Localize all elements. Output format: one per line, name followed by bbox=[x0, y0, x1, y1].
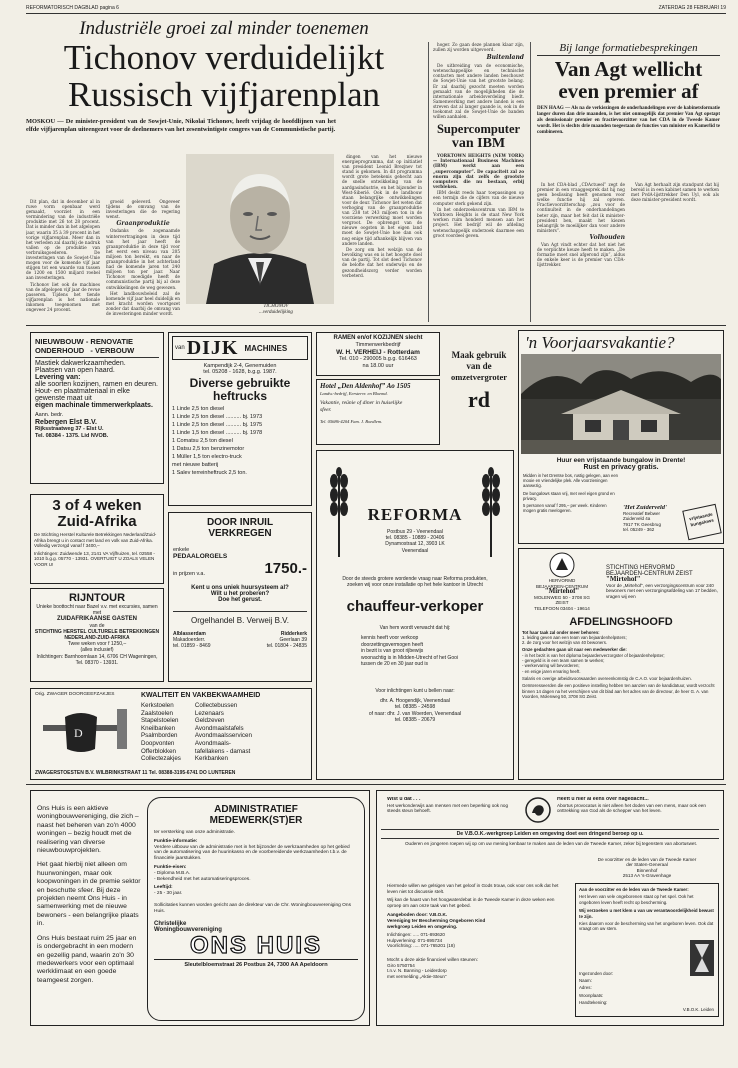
onshuis-p3: Sollicitaties kunnen worden gericht aan de direkteur van de Chr. Woningbouwvereniging Ons Huis. bbox=[154, 902, 351, 914]
mirtehof-item2: - geregeld is in een team samen te werken; bbox=[522, 658, 605, 664]
vbok-p4: Mocht u deze aktie financieel willen steunen: bbox=[387, 956, 478, 962]
vandijk-title-2: heftrucks bbox=[212, 389, 268, 403]
zwager-item: Avondmaals- bbox=[194, 739, 231, 747]
svg-text:D: D bbox=[74, 726, 83, 740]
onshuis-left-text bbox=[37, 805, 141, 985]
zwager-item: Avondmaalstafels bbox=[194, 724, 244, 732]
vbok-box-4: Kies daarom voor de bescherming van het ongeboren leven. Ook dat vraagt om uw stem. bbox=[579, 921, 714, 932]
onshuis-left-p3: Ons Huis bestaat ruim 25 jaar en is ondergebracht in een modern en gezellig pand, waarin zo'n 30 medewerkers voor een optimaal werkklimaat en een goede teamgeest zorgen. bbox=[37, 934, 137, 984]
orgel-a3: tel. 01859 - 8469 bbox=[173, 643, 211, 649]
vbok-p1: Ouderen en jongeren roepen wij op om uw mening kenbaar te maken aan de leden van de Tweede Kamer, zeker bij tegenstem van abortuswet. bbox=[404, 841, 698, 846]
vanagt-p3: Van Agt herhaalt zijn standpunt dat hij bereid is in een kabinet samen te werken met PvdA-lijsttrekker Den Uyl, ook als deze minister-president wordt. bbox=[631, 182, 719, 203]
onshuis-s1: Funktie-informatie: bbox=[154, 838, 198, 844]
divider-top bbox=[26, 325, 726, 326]
ad-reforma bbox=[316, 450, 514, 780]
reforma-addr-4: Veenendaal bbox=[401, 547, 429, 554]
mirtehof-l1: HERVORMD bbox=[548, 578, 576, 583]
orgel-a2: Makadoerderr. bbox=[173, 637, 206, 643]
photo-caption-name: TICHONOV bbox=[263, 304, 289, 309]
vbok-logo-icon bbox=[525, 797, 551, 823]
zwager-item: Psalmborden bbox=[141, 732, 178, 740]
onshuis-p1: Verdere uitbouw van de administratie met in het bijzonder de werkzaamheden op het gebied van de automatisering van de huurinkasso en de voorbereidende werkzaamheden t.b.v. de financiële jaarstukken. bbox=[154, 844, 350, 862]
photo-caption bbox=[226, 304, 326, 316]
onshuis-right bbox=[147, 797, 365, 1021]
onshuis-s2: Funktie-eisen: bbox=[154, 864, 187, 870]
mirtehof-item2: - werkervaring wil bevorderen; bbox=[522, 663, 580, 669]
reforma-addr-1: Postbus 29 - Veenendaal bbox=[387, 529, 443, 535]
vandijk-item: 1 Müller 1,5 ton electro-truck bbox=[172, 454, 242, 460]
vandijk-item: met nieuwe batterij bbox=[172, 462, 219, 468]
reforma-req: tussen de 20 en 30 jaar oud is bbox=[361, 661, 428, 668]
bungalow-photo bbox=[521, 354, 721, 454]
lead-title-1: Tichonov verduidelijkt bbox=[63, 38, 385, 77]
voorjaar-addr-2: Zuiderveld 4a bbox=[623, 516, 651, 522]
lead-kicker: Industriële groei zal minder toenemen bbox=[79, 18, 369, 39]
lead-col-1 bbox=[26, 199, 100, 319]
rebergen-firm-4: Tel. 08384 - 1375. Lid NVOB. bbox=[35, 433, 109, 439]
collection-bag-icon bbox=[37, 701, 133, 757]
mirtehof-r4: Voor de „Mirtehof”, een verzorgingscentrum voor 240 bewoners met een verzorgingsafdeling van 17 bedden, vragen wij een bbox=[606, 582, 718, 599]
hotel-tel: Tel. 05686-4204 Fam. J. Boedlem. bbox=[320, 419, 383, 424]
ad-rebergen bbox=[30, 332, 164, 484]
wheat-left-icon bbox=[327, 467, 351, 557]
onshuis-age: - 25 - 30 jaar. bbox=[154, 891, 183, 897]
vbok-g3: met vermelding „Aktie-Steun” bbox=[387, 973, 447, 979]
verheij-l1: RAMEN en/of KOZIJNEN slecht bbox=[333, 335, 423, 341]
zwager-foot: ZWAGERSTOESTEN B.V. WILBRINKSTRAAT 11 Tel. 08388-3195-6741 DO LUNTEREN bbox=[35, 770, 236, 776]
omzet-l1: Maak gebruik bbox=[451, 350, 507, 360]
reforma-req: in bezit is van groot rijbewijs bbox=[361, 648, 424, 655]
orgel-b3: tel. 01804 - 24835 bbox=[266, 643, 307, 649]
reforma-c3: of naar: dhr. J. van Woerden, Veenendaal bbox=[368, 710, 462, 717]
vbok-f1: Ingezonden door: bbox=[579, 971, 614, 976]
voorjaar-head-1: Huur een vrijstaande bungalow in Drente! bbox=[556, 457, 686, 464]
vanagt-col-1 bbox=[537, 182, 625, 322]
rebergen-firm-1: Aann. bedr. bbox=[35, 412, 64, 418]
lead-article bbox=[26, 16, 422, 322]
buitenland-sub: Buitenland bbox=[486, 54, 524, 62]
voorjaar-p3: 5 personen vanaf f 295,– per week. Kinderen mogen gratis meelogeren. bbox=[523, 503, 607, 514]
onshuis-title-1: ADMINISTRATIEF bbox=[214, 804, 298, 815]
orgel-b2: Geerlaan 39 bbox=[279, 637, 307, 643]
vbok-s3: werkgroep Leiden en omgeving. bbox=[387, 923, 458, 929]
orgel-l8: Doe het gerust. bbox=[218, 597, 262, 603]
lead-col1-p2: Tichonov liet ook de machines van de afgelopen vijf jaar de revue passeren. Tijdens het tiende vijfjarenplan is het nationale inkomen toegenomen met ongeveer 24 procent. bbox=[26, 282, 100, 313]
rebergen-b1: Mastiek dakwerkzaamheden. bbox=[35, 360, 126, 367]
ibm-p3: In het onderzoekscentrum van IBM te Yorktown Heights is de staat New York werken ruim honderd mensen aan het project. Het bedrijf wil de afdeling wetenschappelijk onderzoek daarmee een groot voordeel geven. bbox=[433, 207, 524, 238]
ibm-byline: YORKTOWN HEIGHTS (NEW YORK) — Internationaal Business Machines (IBM) werkt aan een „supercomputer”. De capaciteit zal zo enorm zijn dat zelfs de grootste computers die nu bestaan, erbij verbleken. bbox=[433, 153, 524, 189]
zwager-item: Kneilbanken bbox=[141, 724, 176, 732]
vbok-head: De V.B.O.K.-werkgroep Leiden en omgeving doet een dringend beroep op u. bbox=[381, 829, 719, 839]
voorjaar-title: 'n Voorjaarsvakantie? bbox=[525, 333, 675, 352]
vanagt-article bbox=[530, 42, 720, 322]
zuidafrika-p1: De Stichting Herstel Kulturele Betrekkingen Nederland/Zuid-Afrika brengt u in contact met land en volk van Zuid-Afrika. Volledig verzorgd vanaf f 3400,– bbox=[34, 532, 157, 549]
zwager-item: Doopvonten bbox=[141, 739, 175, 747]
zwager-item: Collectezakjes bbox=[141, 755, 181, 763]
right-intro: hoger. Zo gaan deze plannen klaar zijn, zullen zij worden uitgevoerd. bbox=[433, 42, 524, 53]
mirtehof-l6: TELEFOON 03404 - 19614 bbox=[534, 605, 590, 611]
voorjaar-addr-3: 7917 TK Geesbrug bbox=[623, 521, 661, 527]
vbok-addr-1: De voorzitter en de leden van de Tweede Kamer bbox=[597, 857, 697, 862]
mirtehof-p4: Geïnteresseerden die een positieve instelling hebben ten aanzien van de kandidatuur, wordt verzocht binnen 14 dagen na het verschijnen van dit blad aan het adres van de directeur, de heer G. A. van Voorden, Molenweg 50, 3708 SG Zeist. bbox=[522, 683, 715, 699]
header-left: REFORMATORISCH DAGBLAD pagina 6 bbox=[26, 5, 119, 11]
rebergen-b6: eigen machinale timmerwerkplaats. bbox=[35, 402, 153, 409]
vandijk-item: 1 Linde 1,5 ton diesel .......... bj. 1978 bbox=[172, 430, 263, 436]
voorjaar-addr-1: Recreatief Bebwer bbox=[623, 510, 661, 516]
vbok-r2: Abortus provocatus is niet alleen het doden van een mens, maar ook een onttrekking van God als de schepper van het leven. bbox=[557, 802, 706, 814]
orgel-a1: Alblasserdam bbox=[173, 631, 206, 637]
vbok-f3: Adres: bbox=[579, 985, 592, 991]
ad-zuidafrika bbox=[30, 494, 164, 584]
lead-col2-sub: Graanproduktie bbox=[116, 220, 170, 228]
ad-onshuis bbox=[30, 790, 370, 1026]
reforma-req: kennis heeft voor verkoop bbox=[361, 635, 419, 642]
vbok-p2: Hiermede willen we gelsigen van het geloof in Gods trouw, ook voor ons volk dat het leven niet tot discussie stelt. bbox=[387, 883, 559, 894]
vbok-t1: Inlichtingen: ..... 071-893620 bbox=[387, 932, 445, 938]
reforma-req: woonachtig is in Midden-Utrecht of het Gooi bbox=[361, 654, 458, 661]
vandijk-item: 1 Linde 2,5 ton diesel .......... bj. 1973 bbox=[172, 414, 263, 420]
supercomputer-title-1: Supercomputer bbox=[436, 122, 521, 137]
vbok-f5: Handtekening: bbox=[579, 999, 608, 1005]
lead-col2-p2: Ondanks de zogenaamde wintervertragingen in deze tijd van het jaar heeft de graanproduktie in deze tijd voor het eerst een niveau van 205 miljoen ton bereikt, en naar de graanproduktie in het achterland had de komende jaren tot 240 miljoen ton per jaar. Naar Tichonov moedigde heeft de communistische partij bij al deze ontwikkelingen de weg gewezen. bbox=[106, 228, 180, 290]
ad-vandijk bbox=[168, 332, 312, 506]
reforma-title: REFORMA bbox=[367, 505, 463, 524]
rijntour-l3: van de bbox=[89, 622, 105, 629]
photo-caption-sub: ...verduidelijking bbox=[259, 310, 293, 315]
orgel-l3: enkele bbox=[173, 547, 190, 553]
vbok-box-2: Het leven van vele ongeborenen staat op het spel. Ook het ongeboren leven heeft recht op bescherming. bbox=[579, 894, 694, 905]
vandijk-addr-1: Kampendijk 2-4, Genemuiden bbox=[203, 363, 277, 369]
hotel-name: Hotel „Den Aldenhof” Ao 1505 bbox=[320, 382, 411, 390]
rijntour-l5: Twee weken voor f 1250,– bbox=[67, 641, 127, 648]
wheat-right-icon bbox=[479, 467, 503, 557]
onshuis-logo: ONS HUIS bbox=[189, 931, 322, 959]
voorjaar-addr-4: tel. 05249 - 362 bbox=[623, 527, 655, 533]
mirtehof-r2: BEJAARDEN-CENTRUM ZEIST bbox=[606, 570, 693, 577]
hotel-l2: sfeer. bbox=[320, 407, 332, 413]
vbok-l1: Wist u dat . . . bbox=[387, 797, 421, 802]
vbok-t2: Hulpverlening: 071-895734 bbox=[387, 937, 443, 943]
vbok-addr-2: der Staten-Generaal bbox=[626, 862, 668, 868]
mirtehof-l2: BEJAARDEN-CENTRUM bbox=[535, 583, 589, 589]
voorjaar-p2: De bungalows staan vrij, met veel eigen grond en privacy. bbox=[523, 490, 615, 501]
zwager-col-2 bbox=[195, 702, 252, 763]
rijntour-l7: Inlichtingen: Barnhoornlaan 14, 6706 CH Wageningen, Tel. 08370 - 13931. bbox=[36, 653, 158, 666]
vandijk-item: 1 Datsu 2,5 ton benzinemotor bbox=[172, 446, 245, 452]
divider-bottom bbox=[26, 784, 726, 785]
ad-zwager bbox=[30, 688, 312, 780]
mirtehof-r1: STICHTING HERVORMD bbox=[606, 565, 675, 571]
verheij-l2: Timmerwerkbedrijf bbox=[355, 342, 401, 348]
onshuis-left-p1: Ons Huis is een aktieve woningbouwvereniging, die zich – naast het beheren van zo'n 4000 woningen – bezig houdt met de realisering van diverse nieuwbouwprojekten. bbox=[37, 805, 139, 855]
verheij-l4: Tel. 010 - 290005 b.g.g. 616463 bbox=[339, 356, 417, 362]
volhouden-sub: Volhouden bbox=[589, 233, 625, 241]
orgel-firm: Orgelhandel B. Verweij B.V. bbox=[173, 611, 307, 625]
rebergen-firm-3: Rijksstraatweg 37 - Elst U. bbox=[35, 426, 104, 432]
omzet-l3: omzetvergroter bbox=[451, 372, 507, 382]
vandijk-logo bbox=[172, 336, 308, 360]
zwager-item: Avondmaalsservicen bbox=[194, 732, 252, 740]
ad-hotel bbox=[316, 379, 440, 445]
omzet-l2: van de bbox=[466, 361, 492, 371]
rijntour-l1: Unieke boottocht naar Bazel v.v. met excursies, samen met bbox=[36, 604, 158, 617]
mirtehof-l4: MOLENWEG 50 - 3708 SG bbox=[534, 594, 590, 600]
zwager-item: Lezenaars bbox=[194, 709, 224, 717]
onshuis-s3: Leeftijd: bbox=[154, 885, 173, 891]
reforma-p1: Van hem wordt verwacht dat hij: bbox=[379, 625, 451, 632]
rijntour-l6: (alles inclusief) bbox=[80, 647, 114, 654]
vbok-f2: Naam: bbox=[579, 978, 592, 984]
verheij-l5: na 18.00 uur bbox=[362, 363, 394, 369]
rebergen-line-2: ONDERHOUD - VERBOUW bbox=[35, 346, 159, 358]
reforma-c4: tel. 08385 - 20679 bbox=[394, 717, 436, 724]
page-header bbox=[26, 4, 726, 14]
vanagt-col-2 bbox=[631, 182, 719, 322]
mirtehof-item2: - in het bezit is van het diploma bejaardenverzorgster of bejaardenhelpster; bbox=[522, 652, 665, 658]
vandijk-logo-dijk: DIJK bbox=[186, 336, 239, 359]
vbok-box-3: Wij verzoeken u met klem u van uw verantwoordelijkheid bewust te zijn. bbox=[579, 908, 714, 919]
zuidafrika-title-1: 3 of 4 weken bbox=[52, 497, 142, 514]
onshuis-p0: ter versterking van onze administratie. bbox=[154, 830, 236, 835]
reforma-addr-3: Dynamostraat 12, 3903 LK bbox=[385, 541, 445, 548]
hotel-addr: Landw.-bedrijf, Eerstervr. en Bloemd. bbox=[320, 391, 388, 396]
mirtehof-r3: "Mirtehof" bbox=[606, 575, 641, 584]
verheij-l3: W. H. VERHEIJ - Rotterdam bbox=[336, 349, 420, 356]
zwager-title: KWALITEIT EN VAKBEKWAAMHEID bbox=[141, 692, 261, 699]
orgel-b1: Ridderkerk bbox=[280, 631, 307, 637]
rebergen-b2: Plaatsen van open haard. bbox=[35, 367, 115, 374]
onshuis-left-p2: Het gaat hierbij niet alleen om huurwoningen, maar ook koopwoningen in de premie sektor en beschutte sfeer. Bij deze projekten neemt Ons Huis - in samenwerking met de nieuwe bewoners - een belangrijke plaats in. bbox=[37, 861, 141, 928]
onshuis-brand-1: Christelijke bbox=[154, 920, 187, 927]
vandijk-title-1: Diverse gebruikte bbox=[189, 376, 291, 390]
vbok-addr-4: 2513 AA 's-Gravenhage bbox=[622, 873, 672, 879]
zuidafrika-p2: Inlichtingen: Zuidwende 13, 2141 VA Vijfhuizen, tel. 02558 - 1010 b.g.g. 05770 - 13931. OVERTUIGT U ZOALS VELEN VOOR U! bbox=[34, 550, 155, 567]
lead-title-2: Russisch vijfjarenplan bbox=[67, 75, 381, 114]
zwager-head: Orig. ZWAGER DOORGEEFZAKJES bbox=[35, 692, 115, 697]
vbok-s2: Vereniging ter Bescherming Ongeboren Kind bbox=[387, 917, 486, 923]
reforma-addr-2: tel. 08385 - 10889 - 20406 bbox=[385, 535, 445, 542]
vbok-addr-3: Binnenhof bbox=[636, 867, 658, 873]
hourglass-icon bbox=[690, 940, 714, 976]
zuidafrika-title-2: Zuid-Afrika bbox=[57, 513, 137, 530]
tichonov-photo bbox=[186, 154, 334, 304]
vbok-box-1: Aan de voorzitter en de leden van de Tweede Kamer: bbox=[579, 887, 689, 892]
ad-rijntour bbox=[30, 588, 164, 682]
lead-col4-p1: dingen van het nieuwe energieprogramma, dat op initiatief van president Leonid Brezjnev tot stand is gekomen. In dit programma wordt grote betekenis gehecht aan de snelle ontwikkeling van de aardgasindustrie, en het bijzonder in West-Siberië. Ook in de landbouw staan belangrijke ontwikkelingen voor de deur. Tichonov liet weten dat verhoging van de graanproduktie van 238 tot 243 miljoen ton in de voorziene verwerking moet worden vergroot. De opbrengst van de nieuwe oogsten in het eigen land moet de Sowjet-Unie hoe dan ook nog enige tijd afhankelijk blijven van andere landen. bbox=[342, 154, 422, 246]
reforma-intro: Door de steeds grotere wordende vraag naar Reforma produkten, zoeken wij voor onze installatie op het hele kantoor in Utrecht bbox=[342, 575, 488, 589]
ad-mirtehof bbox=[518, 548, 724, 780]
mirtehof-l5: ZEIST bbox=[555, 600, 569, 606]
vandijk-item: 1 Linde 2,5 ton diesel .......... bj. 1975 bbox=[172, 422, 263, 428]
voorjaar-p1: Midden in het Drentse bos, rustig gelegen, aan een mooie en vriendelijke plek. Alle voorzieningen aanwezig. bbox=[523, 473, 618, 489]
orgel-l4: PEDAALORGELS bbox=[173, 553, 228, 560]
mirtehof-item: 2. de zorg voor het welzijn van 40 bewoners. bbox=[522, 640, 608, 646]
orgel-l5: in prijzen v.a. bbox=[173, 571, 205, 577]
onshuis-e2: - Bekendheid met het automatiseringsproces. bbox=[154, 876, 251, 882]
middle-column bbox=[428, 42, 524, 322]
vandijk-logo-machines: MACHINES bbox=[244, 343, 288, 353]
zwager-item: Zaalstoelen bbox=[141, 709, 173, 717]
rebergen-b4: alle soorten kozijnen, ramen en deuren. bbox=[35, 381, 158, 388]
orgel-price: 1750.- bbox=[264, 560, 307, 577]
rijntour-l4: STICHTING HERSTEL CULTURELE BETREKKINGEN NEDERLAND-ZUID-AFRIKA bbox=[34, 628, 160, 642]
ad-vbok bbox=[376, 790, 724, 1026]
supercomputer-title-2: van IBM bbox=[451, 136, 506, 152]
vbok-g1: Giro 5750754 bbox=[387, 962, 415, 968]
rebergen-b5: Hout- en plaatmateriaal in elke gewenste maat uit bbox=[35, 388, 130, 402]
voorjaar-stamp: vrijstaande bungalows bbox=[682, 504, 721, 540]
zwager-col-1 bbox=[141, 702, 181, 763]
header-right: ZATERDAG 28 FEBRUARI 19 bbox=[658, 5, 726, 11]
ad-verheij bbox=[316, 332, 440, 376]
vandijk-item: 1 Salev terreinheftruck 2,5 ton. bbox=[172, 470, 247, 476]
onshuis-title-2: MEDEWERK(ST)ER bbox=[209, 815, 303, 826]
mirtehof-p2: Onze gedachten gaan uit naar een medewerker die: bbox=[522, 647, 627, 653]
vanagt-p1: In het CDA-blad „CDActueel” zegt de premier in een vraaggesprek dat hij nog geen beslissing heeft genomen voor welke functie hij zal opteren. Fractievoorzitterschap „zou voor de continuïteit in de onderhandelingen beter zijn, maar het feit dat ik minister-president ben, maakt het kiezen belangrijk te moeilijker dan voor andere ministers”. bbox=[537, 182, 625, 233]
lead-col-3 bbox=[186, 318, 334, 322]
mirtehof-item2: - en enige jaren ervaring heeft. bbox=[522, 668, 581, 674]
reforma-c2: tel. 08385 - 24598 bbox=[394, 704, 436, 711]
lead-col2-p3: Het landbouwbeleid zal de komende vijf jaar heel duidelijk en met kracht worden voortgezet zonder dat daarbij de omvang van de investeringen minder wordt. bbox=[106, 291, 180, 317]
mirtehof-title: AFDELINGSHOOFD bbox=[569, 615, 673, 628]
orgel-l7: Wilt u het proberen? bbox=[210, 591, 270, 597]
mirtehof-p1: Tot haar taak zal onder meer behoren: bbox=[522, 629, 600, 635]
voorjaar-brand: 'Het Zuiderveld' bbox=[623, 505, 667, 511]
vbok-t3: Voorlichting: ..... 071-765201 (18) bbox=[387, 943, 455, 949]
onshuis-addr: Sleutelbloemstraat 26 Postbus 24, 7300 AA Apeldoorn bbox=[154, 959, 358, 968]
voorjaar-head-2: Rust en privacy gratis. bbox=[583, 464, 659, 471]
orgel-l2: VERKREGEN bbox=[208, 528, 272, 539]
vanagt-title-2: even premier af bbox=[558, 79, 699, 103]
vandijk-item: 1 Linde 2,5 ton diesel bbox=[172, 406, 225, 412]
reforma-c1: dhr. A. Hoogendijk, Veenendaal bbox=[380, 697, 450, 704]
lead-intro: MOSKOU — De minister-president van de Sowjet-Unie, Nikolai Tichonov, heeft vrijdag de hoofdlijnen van het elfde vijfjarenplan uiteengezet voor de deelnemers van het zesentwintigste congres van de Communistische partij. bbox=[26, 118, 336, 133]
reforma-requirements bbox=[361, 635, 509, 668]
lead-col2-p1: groeid geleverd. Ongeveer tijdens de omvang van de investeringen die de regering wenst. bbox=[106, 199, 180, 220]
vanagt-title-1: Van Agt wellicht bbox=[554, 57, 703, 81]
lead-col4-p2: De zorg om het welzijn van de bevolking was en is het hoogste doel van de partij. Tot slot deed Tichonov de belofte dat het onderwijs en de gezondheidszorg verder worden verbeterd. bbox=[342, 247, 422, 278]
hotel-l1: Vakantie, reünie of diner in huiselijke bbox=[320, 400, 403, 406]
lead-col-2 bbox=[106, 199, 180, 319]
ad-omzetvergroter bbox=[444, 332, 514, 446]
zwager-item: tafellakens - damast bbox=[194, 747, 251, 755]
lead-col-4 bbox=[342, 154, 422, 320]
buitenland-text: De uitbreiding van de economische, wetenschappelijke en technische contacten met andere landen beschouwt de Sowjet-Unie van het grootste belang. Er zal daarbij gezocht moeten worden gemaakt van de mogelijkheden die de internationale arbeidsverdeling biedt. Samenwerking met andere landen is een streven dat al langer gaande is, ook in de toekomst zal de Sowjet-Unie de banden willen aanhalen. bbox=[433, 63, 524, 120]
rijntour-title: RIJNTOUR bbox=[68, 592, 126, 604]
lead-col1-p1: Dit plan, dat in december al in ruwe vorm openbaar werd gemaakt, voorziet in een vermindering van de industriële produktie met 26 tot 28 procent. Dat is minder dan in het afgelopen jaar, waarin 35 à 39 procent in het vorige vijfjarenplan. Meer dan in het verleden zal daarbij de nadruk vallen op de produktie van verbruiksgoederen. De investeringen van de Sowjet-Unie mogen voor de komende vijf jaar stijgen tot een waarde van tussen de 1200 en 1500 miljard roebel aan investeringen. bbox=[26, 199, 100, 281]
onshuis-e1: - Diploma M.B.A. bbox=[154, 870, 191, 876]
rebergen-b3: Levering van: bbox=[35, 374, 81, 381]
vandijk-list bbox=[172, 405, 308, 477]
zwager-item: Stapelstoelen bbox=[141, 717, 179, 725]
ibm-p2: IBM deskt reeds haar toepassingen op een termijn die de cijfers van de nieuwe computer sterk gekend zijn. bbox=[433, 190, 524, 206]
omzet-l4: rd bbox=[468, 387, 490, 412]
reforma-job-title: chauffeur-verkoper bbox=[346, 598, 484, 616]
vanagt-kicker: Bij lange formatiebesprekingen bbox=[537, 42, 720, 56]
orgel-l1: DOOR INRUIL bbox=[206, 517, 274, 528]
vandijk-item: 1 Comatsu 2,5 ton diesel bbox=[172, 438, 233, 444]
vanagt-p2: Van Agt vindt echter dat het niet het de verplichte keuze heeft te maken. „De formatie moet snel afgerond zijn”, aldus de enkele keer is de premier van CDA-lijsttrekker. bbox=[537, 242, 625, 268]
mirtehof-p3: Salaris en overige arbeidsvoorwaarden overeenkomstig de C.A.O. voor bejaardenhuizen. bbox=[522, 675, 692, 681]
vbok-r1: Heeft u hier al eens over nagedacht... bbox=[557, 797, 649, 802]
mirtehof-item: 1. leiding geven aan een team van bejaardenhelpsters; bbox=[522, 634, 627, 640]
vandijk-logo-van: van bbox=[175, 345, 185, 351]
zwager-item: Collectebussen bbox=[194, 702, 238, 709]
vbok-s1: Aangeboden door: V.B.O.K. bbox=[387, 912, 448, 918]
onshuis-brand-2: Woningbouwvereniging bbox=[154, 926, 222, 933]
rebergen-firm-2: Rebergen Elst B.V. bbox=[35, 419, 97, 426]
vbok-g2: t.n.v. N. Banning - Leiderdorp bbox=[387, 968, 447, 974]
zwager-item: Geldzeven bbox=[194, 717, 225, 725]
vbok-f4: Woonplaats: bbox=[579, 992, 604, 998]
vbok-l2: Het werkonderwijs aan mensen met een beperking ook nog steeds steun behoeft. bbox=[387, 802, 509, 814]
mirtehof-logo-icon bbox=[549, 552, 575, 578]
vandijk-addr-2: tel. 05208 - 1628, b.g.g. 1987. bbox=[203, 369, 277, 375]
rijntour-l2: ZUIDAFRIKAANSE GASTEN bbox=[56, 616, 137, 623]
mirtehof-l3: "Mirtehof" bbox=[544, 587, 580, 596]
portrait-image bbox=[186, 154, 334, 304]
ad-voorjaarsvakantie bbox=[518, 330, 724, 544]
zwager-item: Offerblokken bbox=[141, 747, 176, 755]
vanagt-intro: DEN HAAG — Als na de verkiezingen de onderhandelingen over de kabinetsformatie langer duren dan drie maanden, is het niet onmogelijk dat premier Van Agt opstapt als demissionair premier en fractievoorzitter van het CDA in de Tweede Kamer wordt. Het is slechts drie maanden toegestaan de functies van minister en Kamerlid te combineren. bbox=[537, 106, 720, 135]
orgel-l6: Kent u ons uniek huursysteem al? bbox=[191, 585, 289, 591]
reforma-req: doorzettingsvermogen heeft bbox=[361, 641, 423, 648]
zwager-item: Kerkbanken bbox=[194, 755, 228, 763]
zwager-item: Kerkstoelen bbox=[141, 702, 174, 709]
vbok-f6: V.B.O.K. Leiden bbox=[682, 1006, 714, 1012]
vbok-p3: Wij kan de haast van het hoogwaterdebat in de Tweede Kamer in deze weken een oproep om aan onze taak van het gebed. bbox=[387, 897, 555, 908]
rebergen-line-1: NIEUWBOUW - RENOVATIE bbox=[35, 337, 134, 346]
reforma-p2: Voor inlichtingen kunt u bellen naar: bbox=[375, 687, 455, 694]
ad-orgelhandel bbox=[168, 512, 312, 682]
